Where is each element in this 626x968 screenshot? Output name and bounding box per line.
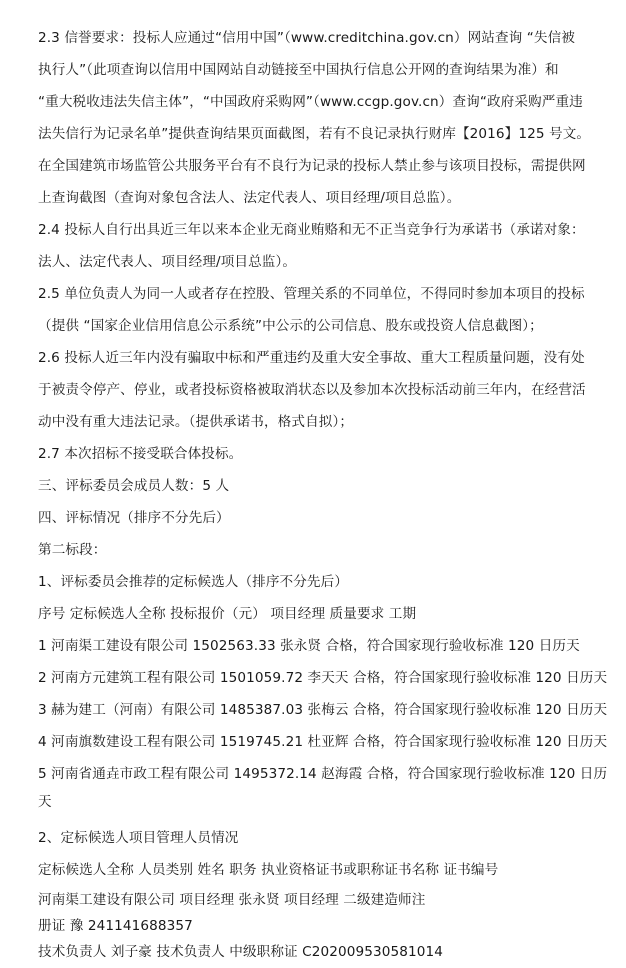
paragraph-2-3-line-4: 法失信行为记录名单”提供查询结果页面截图，若有不良记录执行财库【2016】125 号文。 (38, 126, 591, 142)
recommended-candidates-heading: 1、评标委员会推荐的定标候选人（排序不分先后） (38, 574, 349, 590)
paragraph-2-4-line-2: 法人、法定代表人、项目经理/项目总监）。 (38, 254, 297, 270)
paragraph-2-5-line-2: （提供 “国家企业信用信息公示系统”中公示的公司信息、股东或投资人信息截图）； (38, 318, 543, 334)
candidate-row-4: 4 河南旗数建设工程有限公司 1519745.21 杜亚辉 合格，符合国家现行验收标准 120 日历天 (38, 734, 608, 750)
paragraph-2-5-line-1: 2.5 单位负责人为同一人或者存在控股、管理关系的不同单位，不得同时参加本项目的投标 (38, 286, 585, 302)
paragraph-2-3-line-5: 在全国建筑市场监管公共服务平台有不良行为记录的投标人禁止参与该项目投标，需提供网 (38, 158, 586, 174)
personnel-row-1-continued: 册证 豫 241141688357 (38, 918, 193, 934)
paragraph-2-6-line-2: 于被责令停产、停业，或者投标资格被取消状态以及参加本次投标活动前三年内，在经营活 (38, 382, 586, 398)
paragraph-2-3-line-3: “重大税收违法失信主体”，“中国政府采购网”（www.ccgp.gov.cn）查询“政府采购严重违 (38, 94, 583, 110)
paragraph-2-3-line-2: 执行人”（此项查询以信用中国网站自动链接至中国执行信息公开网的查询结果为准）和 (38, 62, 559, 78)
paragraph-2-4-line-1: 2.4 投标人自行出具近三年以来本企业无商业贿赂和无不正当竞争行为承诺书（承诺对象： (38, 222, 585, 238)
paragraph-2-3-line-6: 上查询截图（查询对象包含法人、法定代表人、项目经理/项目总监）。 (38, 190, 461, 206)
lot-two-heading: 第二标段： (38, 542, 107, 558)
section-three-heading: 三、评标委员会成员人数：5 人 (38, 478, 230, 494)
management-personnel-heading: 2、定标候选人项目管理人员情况 (38, 830, 239, 846)
candidate-row-1: 1 河南渠工建设有限公司 1502563.33 张永贤 合格，符合国家现行验收标准 120 日历天 (38, 638, 580, 654)
paragraph-2-6-line-1: 2.6 投标人近三年内没有骗取中标和严重违约及重大安全事故、重大工程质量问题，没有处 (38, 350, 585, 366)
personnel-row-2: 技术负责人 刘子豪 技术负责人 中级职称证 C202009530581014 (38, 944, 443, 960)
paragraph-2-7: 2.7 本次招标不接受联合体投标。 (38, 446, 243, 462)
candidate-row-2: 2 河南方元建筑工程有限公司 1501059.72 李天天 合格，符合国家现行验收标准 120 日历天 (38, 670, 608, 686)
candidate-row-3: 3 赫为建工（河南）有限公司 1485387.03 张梅云 合格，符合国家现行验收标准 120 日历天 (38, 702, 608, 718)
candidates-table-header: 序号 定标候选人全称 投标报价（元） 项目经理 质量要求 工期 (38, 606, 417, 622)
personnel-row-1: 河南渠工建设有限公司 项目经理 张永贤 项目经理 二级建造师注 (38, 892, 426, 908)
personnel-table-header: 定标候选人全称 人员类别 姓名 职务 执业资格证书或职称证书名称 证书编号 (38, 862, 499, 878)
candidate-row-5-continued: 天 (38, 794, 52, 810)
paragraph-2-6-line-3: 动中没有重大违法记录。（提供承诺书，格式自拟）； (38, 414, 354, 430)
candidate-row-5: 5 河南省通垚市政工程有限公司 1495372.14 赵海霞 合格，符合国家现行验收标准 120 日历 (38, 766, 608, 782)
section-four-heading: 四、评标情况（排序不分先后） (38, 510, 230, 526)
paragraph-2-3-line-1: 2.3 信誉要求：投标人应通过“信用中国”（www.creditchina.gov.cn）网站查询 “失信被 (38, 30, 576, 46)
